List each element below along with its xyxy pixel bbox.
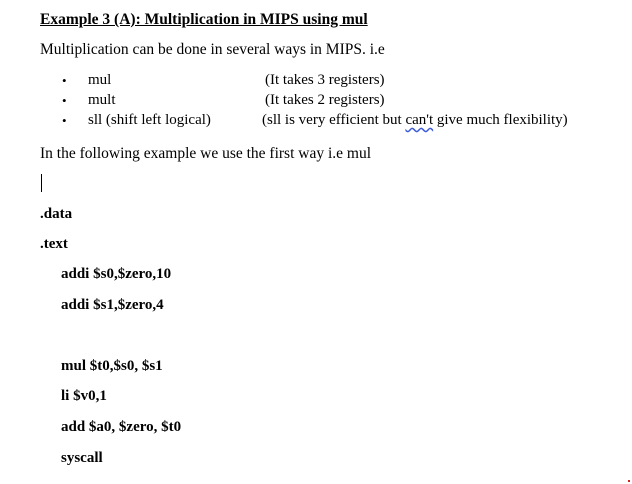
code-line: syscall <box>61 450 103 466</box>
bullet-icon: • <box>62 93 67 108</box>
bullet-term: mult <box>88 92 116 108</box>
list-item <box>0 112 632 132</box>
stray-mark <box>628 480 630 482</box>
bullet-note <box>262 112 568 129</box>
document-title: Example 3 (A): Multiplication in MIPS using mul <box>40 11 368 28</box>
following-paragraph: In the following example we use the first way i.e mul <box>40 145 372 162</box>
code-line: add $a0, $zero, $t0 <box>61 419 182 435</box>
code-text-directive: .text <box>40 236 68 252</box>
text-cursor <box>41 174 42 192</box>
intro-paragraph: Multiplication can be done in several ways in MIPS. i.e <box>40 41 385 58</box>
code-line: mul $t0,$s0, $s1 <box>61 358 163 374</box>
bullet-note: (It takes 2 registers) <box>265 92 385 108</box>
bullet-term: sll (shift left logical) <box>88 112 211 128</box>
bullet-note: (It takes 3 registers) <box>265 72 385 88</box>
list-item <box>0 92 632 112</box>
bullet-icon: • <box>62 113 67 128</box>
bullet-note-after: give much flexibility) <box>433 112 568 128</box>
list-item <box>0 72 632 92</box>
code-line: addi $s0,$zero,10 <box>61 266 172 282</box>
code-line: addi $s1,$zero,4 <box>61 297 164 313</box>
bullet-note-before: (sll is very efficient but <box>262 112 406 128</box>
spellcheck-word[interactable]: can't <box>405 112 434 128</box>
bullet-icon: • <box>62 73 67 88</box>
code-data-directive: .data <box>40 206 73 222</box>
bullet-term: mul <box>88 72 112 88</box>
code-line: li $v0,1 <box>61 388 107 404</box>
